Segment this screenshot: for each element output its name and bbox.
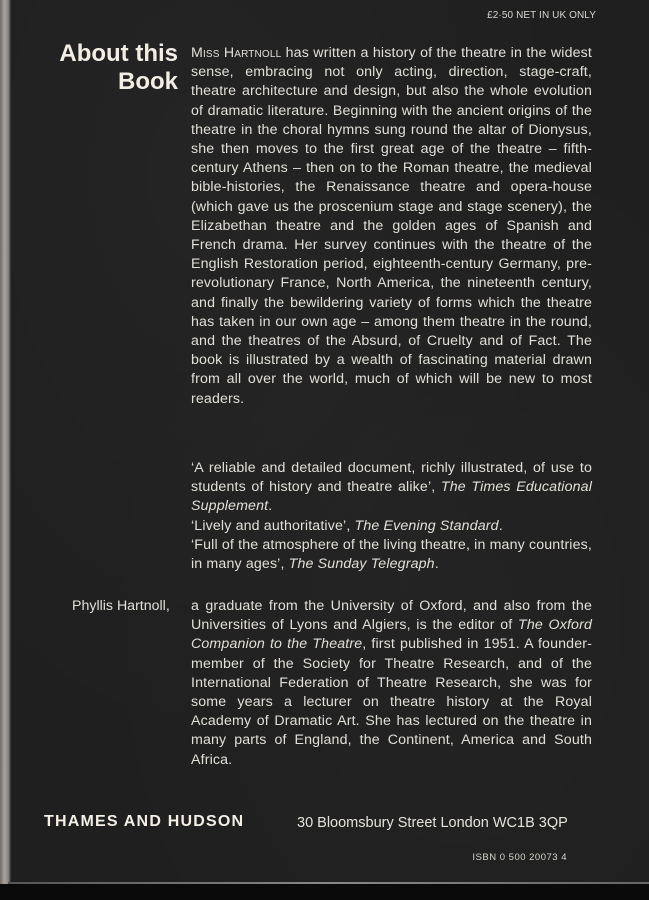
bio-text: a graduate from the University of Oxford, and also from the Universities of Lyons and Algiers, is the editor of [191, 598, 592, 634]
author-name: Phyllis Hartnoll, [72, 598, 170, 614]
section-heading [30, 40, 178, 96]
publisher-address: 30 Bloomsbury Street London WC1B 3QP [297, 815, 568, 831]
author-lead-in: Miss Hartnoll [191, 45, 282, 61]
review-source: The Times Educational Supplement [191, 479, 593, 515]
review-source: The Evening Standard [354, 517, 499, 534]
description-text: has written a history of the theatre in the widest sense, embracing not only acting, direction, stage-craft, theatre architecture and design, but also the whole evolution of dramatic literature. Beginning with the ancient origins of the theatre in the choral hymns sung round the altar of Dionysus, she then moves to the first great age of the theatre – fifth-century Athens – then on to the Roman theatre, the medieval bible-histories, the Renaissance theatre and opera-house (which gave us the proscenium stage and stage scenery), the Elizabethan theatre and the golden ages of Spanish and French drama. Her survey continues with the theatre of the English Restoration period, eighteenth-century Germany, pre-revolutionary France, North America, the nineteenth century, and finally the bewildering variety of forms which the theatre has taken in our own age – among them theatre in the round, and the theatres of the Absurd, of Cruelty and of Fact. The book is illustrated by a wealth of fascinating material drawn from all over the world, much of which will be new to most readers. [191, 45, 592, 407]
review-end: . [498, 517, 503, 534]
review-end: . [268, 498, 273, 515]
review-end: . [434, 556, 439, 573]
heading-line-1: About this [59, 40, 178, 67]
review-text: ‘Full of the atmosphere of the living theatre, in many countries, in many ages’, [191, 536, 592, 573]
review-source: The Sunday Telegraph [288, 556, 435, 573]
review-quote [191, 517, 592, 536]
review-quote [191, 459, 592, 517]
review-text: ‘A reliable and detailed document, richly illustrated, of use to students of history and theatre alike’, [191, 460, 592, 496]
review-quote [191, 536, 592, 574]
bio-text: , first published in 1951. A founder-member of the Society for Theatre Research, and of the International Federation of Theatre Research, she was for some years a lecturer on theatre history at the Royal Academy of Dramatic Art. She has lectured on the theatre in many parts of England, the Continent, America and South Africa. [191, 636, 592, 768]
bio-book-title: The Oxford Companion to the Theatre [191, 617, 592, 653]
price-label: £2·50 NET IN UK ONLY [487, 10, 596, 21]
book-description [191, 44, 592, 409]
book-spine-edge [0, 0, 11, 900]
review-text: ‘Lively and authoritative’, [191, 517, 355, 534]
press-reviews [191, 459, 592, 574]
publisher-name: THAMES AND HUDSON [44, 813, 245, 830]
isbn: ISBN 0 500 20073 4 [472, 852, 567, 863]
background-below-cover [0, 884, 649, 900]
author-bio [191, 597, 592, 770]
heading-line-2: Book [118, 68, 178, 95]
